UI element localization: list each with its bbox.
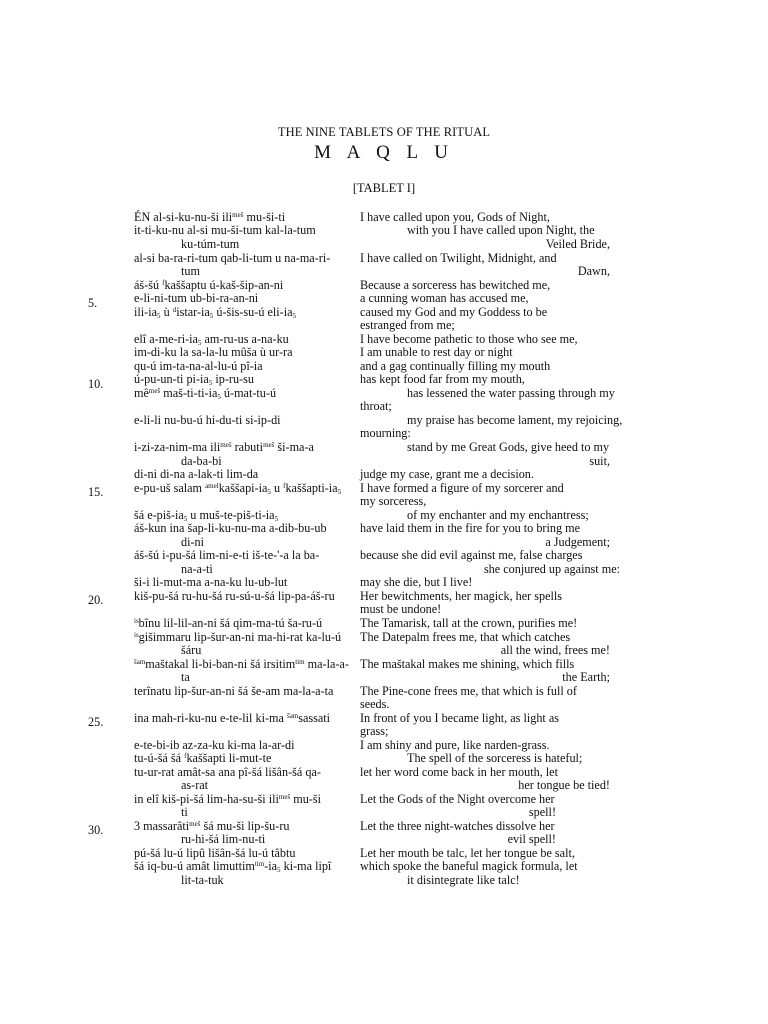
transliteration-continuation: ti [181, 805, 188, 819]
line-number: 20. [88, 593, 104, 607]
transliteration-line: $^{is}$bînu lil-lil-an-ni šá qim-ma-tú ša-ru-ú [134, 616, 323, 630]
translation-line: seeds. [360, 697, 390, 711]
translation-line: stand by me Great Gods, give heed to my [407, 440, 610, 454]
translation-line: I have become pathetic to those who see me, [360, 332, 578, 346]
translation-line: The Datepalm frees me, that which catches [360, 630, 571, 644]
transliteration-line: šá iq-bu-ú amât $limuttim^{tim}-ia_5$ ki-ma lipî [134, 859, 332, 874]
translation-line: of my enchanter and my enchantress; [407, 508, 589, 522]
transliteration-line: $mê^{meš}$ maš-$ti-ti-ia_5$ ú-mat-tu-ú [134, 386, 277, 401]
transliteration-line: it-ti-ku-nu al-si mu-ši-tum kal-la-tum [134, 223, 316, 237]
translation-line: I am shiny and pure, like narden-grass. [360, 738, 550, 752]
translation-line-right: Veiled Bride, [545, 237, 610, 251]
transliteration-line: al-si ba-ra-ri-tum qab-li-tum u na-ma-ri- [134, 251, 331, 265]
translation-line: I have formed a figure of my sorcerer and [360, 481, 564, 495]
transliteration-continuation: ta [181, 670, 190, 684]
translation-line: The spell of the sorceress is hateful; [407, 751, 583, 765]
document-title: M A Q L U [314, 142, 454, 163]
translation-line: has lessened the water passing through my [407, 386, 615, 400]
transliteration-line: e-li-ni-tum ub-bi-ra-an-ni [134, 291, 259, 305]
transliteration-line: i-zi-za-nim-ma ili$^{meš}$ rabuti$^{meš}$ ši-ma-a [134, 440, 314, 454]
translation-line [360, 238, 638, 252]
translation-line [360, 806, 638, 820]
transliteration-line: áš-kun ina šap-li-ku-nu-ma a-dib-bu-ub [134, 521, 327, 535]
translation-line: I have called upon you, Gods of Night, [360, 210, 550, 224]
translation-line-right: Dawn, [577, 264, 610, 278]
transliteration-line: im-di-ku la sa-la-lu mûša ù ur-ra [134, 345, 293, 359]
translation-line: my praise has become lament, my rejoicing, [407, 413, 623, 427]
transliteration-continuation: ru-hi-šá lim-nu-ti [181, 832, 266, 846]
translation-line: judge my case, grant me a decision. [360, 467, 534, 481]
transliteration-line: di-ni di-na a-lak-ti lim-da [134, 467, 259, 481]
transliteration-line: šá $e-piš-ia_5$ u muš-$te-piš-ti-ia_5$ [134, 508, 279, 523]
translation-line: I am unable to rest day or night [360, 345, 513, 359]
translation-line: Let the three night-watches dissolve her [360, 819, 555, 833]
translation-line: In front of you I became light, as light as [360, 711, 560, 725]
translation-line: with you I have called upon Night, the [407, 223, 595, 237]
transliteration-line: ÉN al-si-ku-nu-ši ili$^{meš}$ mu-ši-ti [134, 210, 286, 224]
line-number: 25. [88, 715, 104, 729]
transliteration-continuation: na-a-ti [181, 562, 213, 576]
transliteration-line: qu-ú im-ta-na-al-lu-ú pî-ia [134, 359, 263, 373]
translation-line: mourning: [360, 426, 411, 440]
transliteration-line: 3 massarâti$^{meš}$ šá mu-ši lip-šu-ru [134, 819, 290, 833]
transliteration-line: ili-$ia_5$ ù $^distar-ia_5$ ú-šis-su-ú eli-$ia_5$ [134, 305, 296, 320]
document-supertitle: THE NINE TABLETS OF THE RITUAL [277, 125, 491, 139]
transliteration-line: $^{is}$gišimmaru lip-šur-an-ni ma-hi-rat ka-lu-ú [134, 630, 342, 644]
line-number: 10. [88, 377, 104, 391]
translation-line [360, 671, 638, 685]
translation-line-right: a Judgement; [545, 535, 610, 549]
translation-line: must be undone! [360, 602, 442, 616]
translation-line: let her word come back in her mouth, let [360, 765, 558, 779]
translation-line: Her bewitchments, her magick, her spells [360, 589, 563, 603]
transliteration-line: ši-i li-mut-ma a-na-ku lu-ub-lut [134, 575, 288, 589]
transliteration-line: pú-šá lu-ú lipû lišân-šá lu-ú tâbtu [134, 846, 296, 860]
translation-line: may she die, but I live! [360, 575, 473, 589]
translation-line-right: suit, [589, 454, 610, 468]
transliteration-continuation: šáru [181, 643, 202, 657]
line-number: 30. [88, 823, 104, 837]
translation-line-right: the Earth; [562, 670, 610, 684]
translation-line: and a gag continually filling my mouth [360, 359, 551, 373]
transliteration-line: tu-ú-šá šá $^f$kaššapti li-mut-te [134, 751, 272, 765]
translation-line: estranged from me; [360, 318, 455, 332]
transliteration-line: áš-šú i-pu-šá lim-ni-e-ti iš-te-'-a la ba- [134, 548, 320, 562]
translation-line-right: her tongue be tied! [518, 778, 610, 792]
transliteration-continuation: tum [181, 264, 200, 278]
transliteration-line: elî $a-me-ri-ia_5$ am-ru-us a-na-ku [134, 332, 289, 347]
transliteration-continuation: lit-ta-tuk [181, 873, 224, 887]
translation-line: which spoke the baneful magick formula, let [360, 859, 578, 873]
transliteration-line: e-li-li nu-bu-ú hi-du-ti si-ip-di [134, 413, 281, 427]
line-number: 15. [88, 485, 104, 499]
transliteration-continuation: as-rat [181, 778, 209, 792]
translation-line [360, 644, 638, 658]
transliteration-line: áš-šú $^f$kaššaptu ú-kaš-šip-an-ni [134, 278, 284, 292]
translation-line: caused my God and my Goddess to be [360, 305, 548, 319]
translation-line [360, 265, 638, 279]
translation-line [360, 779, 638, 793]
transliteration-continuation: ku-túm-tum [181, 237, 240, 251]
transliteration-line: e-te-bi-ib az-za-ku ki-ma la-ar-di [134, 738, 295, 752]
translation-line: it disintegrate like talc! [407, 873, 520, 887]
translation-line: a cunning woman has accused me, [360, 291, 529, 305]
transliteration-line: $^{šam}$maštakal li-bi-ban-ni šá irsitim$^{tim}$ ma-la-a- [134, 657, 349, 671]
translation-line: because she did evil against me, false charges [360, 548, 583, 562]
translation-line: have laid them in the fire for you to bring me [360, 521, 580, 535]
line-number: 5. [88, 296, 98, 310]
transliteration-continuation: da-ba-bi [181, 454, 222, 468]
translation-line [360, 833, 638, 847]
transliteration-line: in elî kiš-pi-šá lim-ha-su-ši ili$^{meš}$ mu-ši [134, 792, 321, 806]
translation-line-right: all the wind, frees me! [500, 643, 610, 657]
translation-line-right: spell! [528, 805, 556, 819]
transliteration-line: terînatu lip-šur-an-ni šá še-am ma-la-a-ta [134, 684, 334, 698]
translation-line: The maštakal makes me shining, which fills [360, 657, 575, 671]
translation-line: Because a sorceress has bewitched me, [360, 278, 551, 292]
transliteration-line: tu-ur-rat amât-sa ana pî-šá lišân-šá qa- [134, 765, 321, 779]
translation-line: The Pine-cone frees me, that which is full of [360, 684, 577, 698]
translation-line: Let her mouth be talc, let her tongue be salt, [360, 846, 575, 860]
translation-line: I have called on Twilight, Midnight, and [360, 251, 557, 265]
transliteration-line: ú-pu-un-ti $pi-ia_5$ ip-ru-su [134, 372, 254, 387]
translation-line-right: she conjured up against me: [483, 562, 620, 576]
tablet-heading: [TABLET I] [352, 181, 416, 195]
translation-line: The Tamarisk, tall at the crown, purifies me! [360, 616, 578, 630]
translation-line: Let the Gods of the Night overcome her [360, 792, 555, 806]
transliteration-line: kiš-pu-šá ru-hu-šá ru-sú-u-šá lip-pa-áš-ru [134, 589, 335, 603]
transliteration-line: ina mah-ri-ku-nu e-te-lil ki-ma $^{šam}$sassati [134, 711, 331, 725]
translation-line: my sorceress, [360, 494, 427, 508]
translation-line: grass; [360, 724, 389, 738]
translation-line: throat; [360, 399, 392, 413]
translation-line: has kept food far from my mouth, [360, 372, 525, 386]
transliteration-line: e-pu-uš salam $^{amel}kaššapi-ia_5$ u $^fkaššapti-ia_5$ [134, 481, 342, 496]
translation-line-right: evil spell! [507, 832, 556, 846]
transliteration-continuation: di-ni [181, 535, 205, 549]
